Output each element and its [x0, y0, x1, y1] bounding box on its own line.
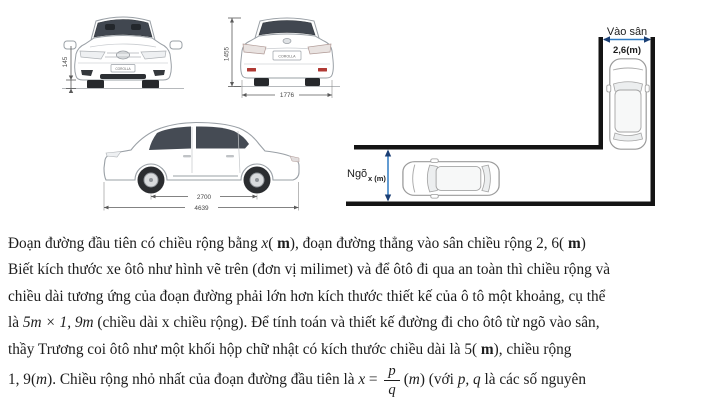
fraction-denominator: q [388, 382, 396, 399]
text-segment: ), chiều rộng [493, 340, 572, 358]
front-car-drawing [64, 17, 182, 89]
unit-m: m [567, 235, 581, 252]
text-line-4 [8, 310, 720, 336]
problem-text [8, 231, 720, 398]
fraction-p-over-q [384, 363, 399, 398]
text-segment: (chiều dài x chiều rộng). Để tính toán và thiết kế đường đi cho ôtô từ ngõ vào sân, [93, 314, 600, 332]
entrance-label: Vào sân [606, 26, 648, 38]
text-segment: chiều dài tương ứng của đoạn đường phải lớn hơn kích thước thiết kế của ô tô một khoảng, cụ thể [8, 287, 606, 305]
text-segment: ) (với [419, 371, 458, 389]
dimension-ground-clearance [62, 46, 76, 93]
road-walls [346, 37, 655, 206]
wall-alley-bottom [346, 202, 655, 207]
math-p-q: p, q [457, 371, 481, 389]
math-x: x [261, 235, 269, 252]
front-plate-text: COROLLA [115, 67, 131, 71]
car-rear-view [222, 8, 352, 104]
text-segment: 1, 9( [8, 371, 37, 389]
dim-2700: 2700 [196, 193, 212, 201]
fraction-numerator: p [384, 363, 399, 381]
math-m: m [408, 371, 420, 389]
entrance-width-label: 2,6(m) [613, 45, 641, 56]
text-line-6 [8, 363, 720, 398]
dimension-wheelbase [151, 194, 257, 201]
road-diagram [340, 15, 660, 215]
dim-4639: 4639 [194, 204, 209, 212]
text-segment: thầy Trương coi ôtô như một khối hộp chữ nhật có kích thước chiều dài là 5( [8, 340, 481, 358]
alley-width-label: x (m) [368, 174, 386, 183]
text-segment: ). Chiều rộng nhỏ nhất của đoạn đường đầu tiên là [47, 371, 359, 389]
text-segment: ( [403, 371, 409, 389]
text-segment: ), đoạn đường thẳng vào sân chiều rộng [289, 235, 537, 252]
dim-1455: 1455 [223, 46, 231, 62]
math-x: x [358, 371, 366, 389]
dim-145: 145 [62, 56, 69, 68]
car-front-view [58, 0, 188, 100]
rear-plate-text: COROLLA [278, 54, 296, 59]
text-segment: Biết kích thước xe ôtô như hình vẽ trên (đơn vị milimet) và để ôtô đi qua an toàn thì chiều rộng và [8, 261, 611, 279]
text-line-1 [8, 231, 720, 257]
unit-m: m [480, 340, 494, 358]
text-segment: ) [580, 235, 586, 252]
text-line-2 [8, 257, 720, 283]
dimension-height [224, 18, 242, 87]
equals-sign: = [365, 371, 382, 389]
text-line-5 [8, 337, 720, 363]
wall-alley-top [354, 145, 603, 150]
wall-entrance-right [651, 37, 656, 206]
rear-car-drawing [241, 18, 334, 86]
text-segment: là [8, 314, 23, 332]
text-segment: là các số nguyên [480, 371, 586, 389]
alley-label: Ngõ [347, 168, 368, 180]
wall-entrance-left [599, 37, 604, 149]
text-line-3 [8, 284, 720, 310]
car-top-view-entrance [607, 59, 649, 149]
car-side-view [88, 110, 313, 214]
unit-m: m [277, 235, 290, 252]
car-top-view-alley [403, 159, 499, 198]
math-m: m [36, 371, 48, 389]
text-segment: ( [268, 235, 278, 252]
dim-1776: 1776 [279, 92, 295, 100]
text-segment: Đoạn đường đầu tiên có chiều rộng bằng [8, 235, 262, 252]
side-car-drawing [104, 123, 299, 194]
text-segment: 2, 6( [536, 235, 568, 252]
math-dimensions: 5m × 1, 9m [22, 314, 94, 332]
